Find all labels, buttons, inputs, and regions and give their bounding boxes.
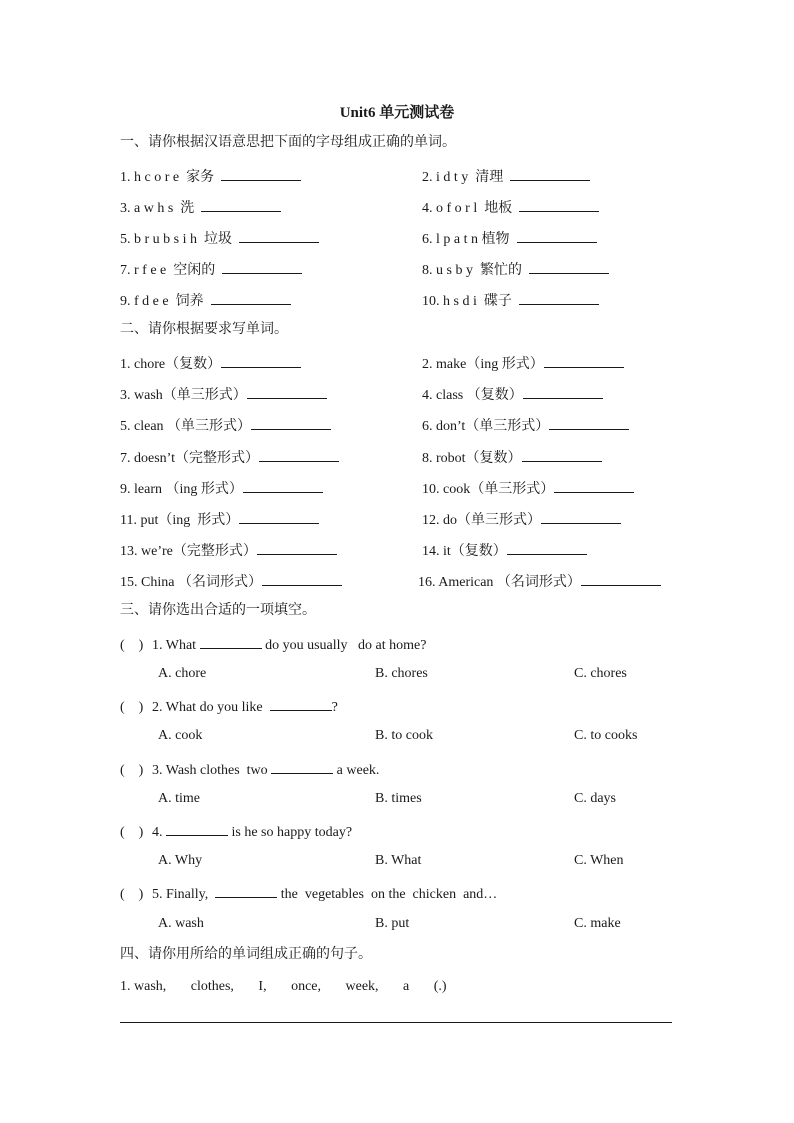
answer-blank[interactable] <box>510 165 590 181</box>
answer-blank[interactable] <box>554 477 634 493</box>
answer-blank[interactable] <box>239 508 319 524</box>
answer-parentheses[interactable]: ( ) <box>120 887 144 902</box>
answer-blank[interactable] <box>221 165 301 181</box>
answer-blank[interactable] <box>271 758 333 774</box>
section-4-heading: 四、请你用所给的单词组成正确的句子。 <box>120 947 372 962</box>
option-c[interactable]: C. chores <box>574 666 627 681</box>
answer-blank[interactable] <box>200 633 262 649</box>
answer-blank[interactable] <box>519 196 599 212</box>
s2-item-7: 7. doesn’t（完整形式） <box>120 446 339 469</box>
s1-item-1: 1. h c o r e 家务 <box>120 165 301 188</box>
section-1-heading: 一、请你根据汉语意思把下面的字母组成正确的单词。 <box>120 135 456 150</box>
mc-question-3: ( ) 3. Wash clothes two a week. <box>120 758 379 781</box>
answer-blank[interactable] <box>222 258 302 274</box>
option-b[interactable]: B. What <box>375 853 422 868</box>
s2-item-12: 12. do（单三形式） <box>422 508 621 531</box>
s2-item-6: 6. don’t（单三形式） <box>422 414 629 437</box>
option-a[interactable]: A. wash <box>158 916 204 931</box>
answer-blank[interactable] <box>262 570 342 586</box>
s2-item-13: 13. we’re（完整形式） <box>120 539 337 562</box>
option-b[interactable]: B. put <box>375 916 410 931</box>
s2-item-14: 14. it（复数） <box>422 539 587 562</box>
option-a[interactable]: A. cook <box>158 728 203 743</box>
s2-item-4: 4. class （复数） <box>422 383 603 406</box>
s2-item-10: 10. cook（单三形式） <box>422 477 634 500</box>
answer-blank[interactable] <box>201 196 281 212</box>
answer-blank[interactable] <box>215 882 277 898</box>
answer-blank[interactable] <box>541 508 621 524</box>
answer-blank[interactable] <box>549 414 629 430</box>
s2-item-15: 15. China （名词形式） <box>120 570 342 593</box>
mc-question-2: ( ) 2. What do you like ? <box>120 695 338 718</box>
s2-item-9: 9. learn （ing 形式） <box>120 477 323 500</box>
s2-item-8: 8. robot（复数） <box>422 446 602 469</box>
option-c[interactable]: C. to cooks <box>574 728 638 743</box>
answer-parentheses[interactable]: ( ) <box>120 700 144 715</box>
option-b[interactable]: B. to cook <box>375 728 433 743</box>
option-a[interactable]: A. chore <box>158 666 207 681</box>
answer-blank[interactable] <box>251 414 331 430</box>
answer-blank[interactable] <box>522 446 602 462</box>
s1-item-10: 10. h s d i 碟子 <box>422 289 599 312</box>
s1-item-2: 2. i d t y 清理 <box>422 165 590 188</box>
option-a[interactable]: A. Why <box>158 853 203 868</box>
answer-blank[interactable] <box>507 539 587 555</box>
mc-question-5: ( ) 5. Finally, the vegetables on the chicken and… <box>120 882 497 905</box>
option-b[interactable]: B. chores <box>375 666 428 681</box>
sentence-answer-line[interactable] <box>120 1022 672 1023</box>
option-a[interactable]: A. time <box>158 791 200 806</box>
s2-item-5: 5. clean （单三形式） <box>120 414 331 437</box>
s1-item-9: 9. f d e e 饲养 <box>120 289 291 312</box>
option-b[interactable]: B. times <box>375 791 422 806</box>
mc-question-1: ( ) 1. What do you usually do at home? <box>120 633 426 656</box>
s2-item-11: 11. put（ing 形式） <box>120 508 319 531</box>
s1-item-5: 5. b r u b s i h 垃圾 <box>120 227 319 250</box>
answer-blank[interactable] <box>247 383 327 399</box>
answer-blank[interactable] <box>211 289 291 305</box>
s1-item-6: 6. l p a t n 植物 <box>422 227 597 250</box>
s2-item-3: 3. wash（单三形式） <box>120 383 327 406</box>
answer-blank[interactable] <box>544 352 624 368</box>
option-c[interactable]: C. days <box>574 791 616 806</box>
s1-item-7: 7. r f e e 空闲的 <box>120 258 302 281</box>
option-c[interactable]: C. make <box>574 916 621 931</box>
answer-parentheses[interactable]: ( ) <box>120 763 144 778</box>
s2-item-16: 16. American （名词形式） <box>418 570 661 593</box>
answer-blank[interactable] <box>517 227 597 243</box>
answer-blank[interactable] <box>243 477 323 493</box>
answer-blank[interactable] <box>270 695 332 711</box>
s1-item-4: 4. o f o r l 地板 <box>422 196 599 219</box>
answer-parentheses[interactable]: ( ) <box>120 638 144 653</box>
answer-blank[interactable] <box>166 820 228 836</box>
section-3-heading: 三、请你选出合适的一项填空。 <box>120 603 316 618</box>
s2-item-2: 2. make（ing 形式） <box>422 352 624 375</box>
s1-item-8: 8. u s b y 繁忙的 <box>422 258 609 281</box>
answer-blank[interactable] <box>519 289 599 305</box>
answer-blank[interactable] <box>523 383 603 399</box>
answer-blank[interactable] <box>529 258 609 274</box>
s4-item-1: 1. wash, clothes, I, once, week, a (.) <box>120 979 447 994</box>
s1-item-3: 3. a w h s 洗 <box>120 196 281 219</box>
answer-parentheses[interactable]: ( ) <box>120 825 144 840</box>
answer-blank[interactable] <box>221 352 301 368</box>
section-2-heading: 二、请你根据要求写单词。 <box>120 322 288 337</box>
answer-blank[interactable] <box>239 227 319 243</box>
option-c[interactable]: C. When <box>574 853 624 868</box>
answer-blank[interactable] <box>259 446 339 462</box>
mc-question-4: ( ) 4. is he so happy today? <box>120 820 352 843</box>
page-title: Unit6 单元测试卷 <box>339 105 455 121</box>
s2-item-1: 1. chore（复数） <box>120 352 301 375</box>
answer-blank[interactable] <box>257 539 337 555</box>
answer-blank[interactable] <box>581 570 661 586</box>
